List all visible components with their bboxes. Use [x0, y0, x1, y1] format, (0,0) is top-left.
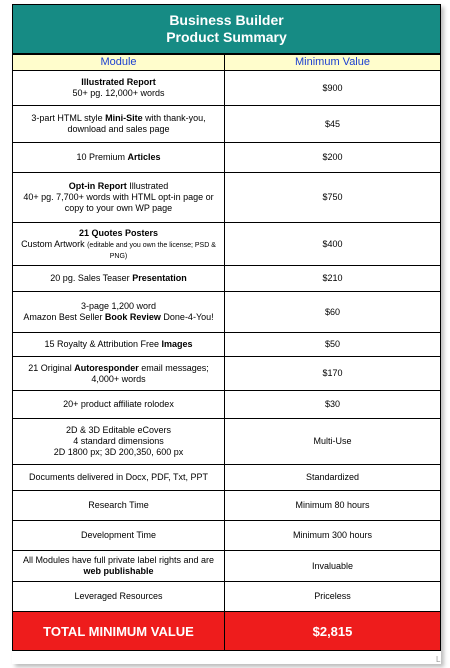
summary-table — [12, 54, 441, 651]
module-cell — [13, 292, 225, 333]
module-text: Amazon Best Seller — [23, 312, 105, 322]
header-row — [13, 55, 441, 71]
module-cell: 20+ product affiliate rolodex — [13, 391, 225, 419]
module-cell: Leveraged Resources — [13, 582, 225, 612]
table-row — [13, 491, 441, 521]
module-cell: Development Time — [13, 521, 225, 551]
table-row — [13, 71, 441, 106]
corner-mark: L — [436, 655, 441, 664]
title-line-1: Business Builder — [169, 12, 284, 28]
table-row — [13, 391, 441, 419]
module-text: with thank-you, download and sales page — [67, 113, 206, 134]
module-cell — [13, 143, 225, 173]
module-text: Illustrated — [126, 181, 169, 191]
table-row — [13, 223, 441, 266]
module-cell: Documents delivered in Docx, PDF, Txt, PPT — [13, 465, 225, 491]
table-row — [13, 333, 441, 357]
module-text: 3-part HTML style — [31, 113, 106, 123]
module-text: 50+ pg. 12,000+ words — [72, 88, 165, 98]
module-emphasis: Presentation — [132, 273, 187, 283]
table-row — [13, 143, 441, 173]
value-cell: $750 — [225, 173, 441, 223]
module-cell — [13, 223, 225, 266]
module-text: All Modules have full private label rights and are — [22, 555, 215, 565]
table-row — [13, 419, 441, 465]
module-emphasis: web publishable — [83, 566, 154, 576]
module-emphasis: Opt-in Report — [68, 181, 127, 191]
module-emphasis: Mini-Site — [105, 113, 143, 123]
module-text: 40+ pg. 7,700+ words with HTML opt-in page or copy to your own WP page — [23, 192, 214, 213]
module-emphasis: Illustrated Report — [81, 77, 156, 87]
table-row — [13, 465, 441, 491]
module-emphasis: Book Review — [104, 312, 161, 322]
value-cell: $400 — [225, 223, 441, 266]
module-text: Done-4-You! — [160, 312, 214, 322]
module-text: 20 pg. Sales Teaser — [50, 273, 133, 283]
table-row — [13, 266, 441, 292]
title-line-2: Product Summary — [166, 29, 287, 45]
module-cell — [13, 419, 225, 465]
module-cell — [13, 357, 225, 391]
module-text: email messages; 4,000+ words — [91, 362, 209, 384]
module-emphasis: Images — [161, 339, 193, 349]
table-row — [13, 173, 441, 223]
total-row — [13, 612, 441, 651]
module-text: Custom Artwork — [21, 238, 88, 249]
value-cell: $30 — [225, 391, 441, 419]
module-text: 10 Premium — [76, 152, 128, 162]
module-cell — [13, 551, 225, 582]
value-cell: $200 — [225, 143, 441, 173]
product-summary-sheet — [12, 4, 441, 664]
table-row — [13, 551, 441, 582]
total-label: TOTAL MINIMUM VALUE — [13, 612, 225, 651]
module-cell — [13, 266, 225, 292]
value-cell: $60 — [225, 292, 441, 333]
module-emphasis: 21 Quotes Posters — [78, 227, 159, 238]
table-row — [13, 292, 441, 333]
module-text: 3-page 1,200 word — [80, 301, 157, 311]
value-cell: Minimum 300 hours — [225, 521, 441, 551]
value-cell: $50 — [225, 333, 441, 357]
value-cell: Standardized — [225, 465, 441, 491]
module-cell — [13, 333, 225, 357]
value-cell: $210 — [225, 266, 441, 292]
summary-title — [12, 4, 441, 54]
module-text: 21 Original — [28, 362, 75, 373]
table-row — [13, 106, 441, 143]
value-cell: Priceless — [225, 582, 441, 612]
module-fine-print: (editable and you own the license; PSD & PNG) — [87, 241, 216, 260]
module-text: 2D 1800 px; 3D 200,350, 600 px — [53, 447, 184, 457]
value-cell: $900 — [225, 71, 441, 106]
module-cell — [13, 173, 225, 223]
module-text: 2D & 3D Editable eCovers — [65, 425, 172, 435]
header-value: Minimum Value — [225, 55, 441, 71]
value-cell: $170 — [225, 357, 441, 391]
total-value: $2,815 — [225, 612, 441, 651]
module-emphasis: Articles — [127, 152, 161, 162]
value-cell: Invaluable — [225, 551, 441, 582]
module-cell: Research Time — [13, 491, 225, 521]
value-cell: Multi-Use — [225, 419, 441, 465]
module-text: 15 Royalty & Attribution Free — [44, 339, 162, 349]
table-row — [13, 521, 441, 551]
value-cell: $45 — [225, 106, 441, 143]
module-cell — [13, 71, 225, 106]
module-cell — [13, 106, 225, 143]
module-text: 4 standard dimensions — [73, 436, 164, 446]
table-row — [13, 357, 441, 391]
header-module: Module — [13, 55, 225, 71]
value-cell: Minimum 80 hours — [225, 491, 441, 521]
module-emphasis: Autoresponder — [74, 362, 139, 373]
table-row — [13, 582, 441, 612]
